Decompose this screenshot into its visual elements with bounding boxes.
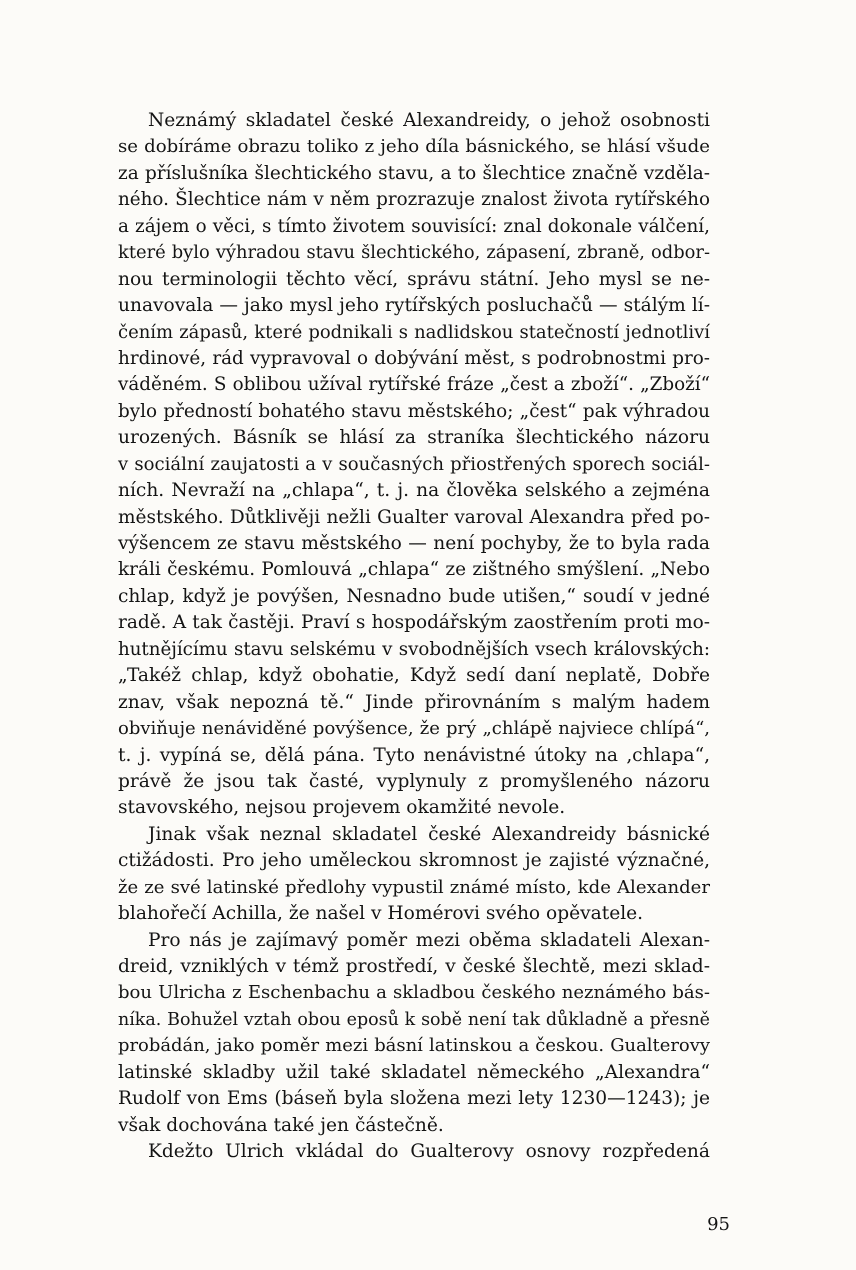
text-line: Pro nás je zajímavý poměr mezi oběma skladateli Alexan-: [148, 929, 710, 951]
text-line: nou terminologii těchto věcí, správu státní. Jeho mysl se ne-: [118, 268, 710, 290]
text-line: Kdežto Ulrich vkládal do Gualterovy osnovy rozpředená: [148, 1141, 710, 1163]
text-line: hrdinové, rád vypravoval o dobývání měst, s podrobnostmi pro-: [118, 347, 710, 369]
text-line: bylo předností bohatého stavu městského; „čest“ pak výhradou: [118, 400, 710, 422]
text-line: t. j. vypíná se, dělá pána. Tyto nenávistné útoky na ‚chlapa“,: [118, 744, 710, 766]
text-line: latinské skladby užil také skladatel německého „Alexandra“: [118, 1061, 710, 1083]
text-line: za příslušníka šlechtického stavu, a to šlechtice značně vzděla-: [118, 162, 710, 184]
text-line: ného. Šlechtice nám v něm prozrazuje znalost života rytířského: [118, 189, 710, 211]
text-line: králi českému. Pomlouvá „chlapa“ ze zištného smýšlení. „Nebo: [118, 559, 710, 581]
text-line: radě. A tak častěji. Praví s hospodářským zaostřením proti mo-: [118, 612, 710, 634]
text-line: váděném. S oblibou užíval rytířské fráze „čest a zboží“. „Zboží“: [118, 374, 710, 396]
text-line: „Takéž chlap, když obohatie, Když sedí daní neplatě, Dobře: [118, 665, 710, 687]
text-line: ních. Nevraží na „chlapa“, t. j. na člověka selského a zejména: [118, 480, 710, 502]
text-line: stavovského, nejsou projevem okamžité nevole.: [118, 797, 566, 819]
text-line: blahořečí Achilla, že našel v Homérovi svého opěvatele.: [118, 903, 644, 925]
text-line: které bylo výhradou stavu šlechtického, zápasení, zbraně, odbor-: [118, 242, 710, 264]
text-line: obviňuje nenáviděné povýšence, že prý „chlápě najviece chlípá“,: [118, 718, 710, 740]
text-line: urozených. Básník se hlásí za straníka šlechtického názoru: [118, 427, 710, 449]
text-line: v sociální zaujatosti a v současných přiostřených sporech sociál-: [118, 453, 710, 475]
text-line: že ze své latinské předlohy vypustil známé místo, kde Alexander: [118, 876, 710, 898]
text-line: ctižádosti. Pro jeho uměleckou skromnost je zajisté význačné,: [118, 850, 710, 872]
text-line: chlap, když je povýšen, Nesnadno bude utišen,“ soudí v jedné: [118, 585, 710, 607]
body-text: [118, 108, 710, 1166]
text-line: znav, však nepozná tě.“ Jinde přirovnáním s malým hadem: [118, 691, 710, 713]
text-line: hutnějícímu stavu selskému v svobodnějších vsech královských:: [118, 638, 710, 660]
text-line: dreid, vzniklých v témž prostředí, v české šlechtě, mezi sklad-: [118, 956, 710, 977]
text-line: Rudolf von Ems (báseň byla složena mezi lety 1230—1243); je: [118, 1088, 710, 1110]
page-number: 95: [707, 1214, 730, 1235]
text-line: právě že jsou tak časté, vyplynuly z promyšleného názoru: [118, 770, 710, 792]
text-line: a zájem o věci, s tímto životem souvisící: znal dokonale válčení,: [118, 215, 710, 237]
text-line: bou Ulricha z Eschenbachu a skladbou českého neznámého bás-: [118, 982, 710, 1004]
text-line: městského. Důtklivěji nežli Gualter varoval Alexandra před po-: [118, 506, 710, 528]
text-line: Neznámý skladatel české Alexandreidy, o jehož osobnosti: [148, 110, 710, 131]
text-line: Jinak však neznal skladatel české Alexandreidy básnické: [148, 823, 710, 845]
text-line: níka. Bohužel vztah obou eposů k sobě není tak důkladně a přesně: [118, 1009, 710, 1030]
text-line: unavovala — jako mysl jeho rytířských posluchačů — stálým lí-: [118, 295, 710, 317]
text-line: však dochována také jen částečně.: [118, 1114, 444, 1136]
text-line: čením zápasů, které podnikali s nadlidskou statečností jednotliví: [118, 321, 710, 343]
text-line: výšencem ze stavu městského — není pochyby, že to byla rada: [118, 533, 710, 554]
text-line: se dobíráme obrazu toliko z jeho díla básnického, se hlásí všude: [118, 136, 710, 158]
text-line: probádán, jako poměr mezi básní latinskou a českou. Gualterovy: [118, 1035, 710, 1057]
